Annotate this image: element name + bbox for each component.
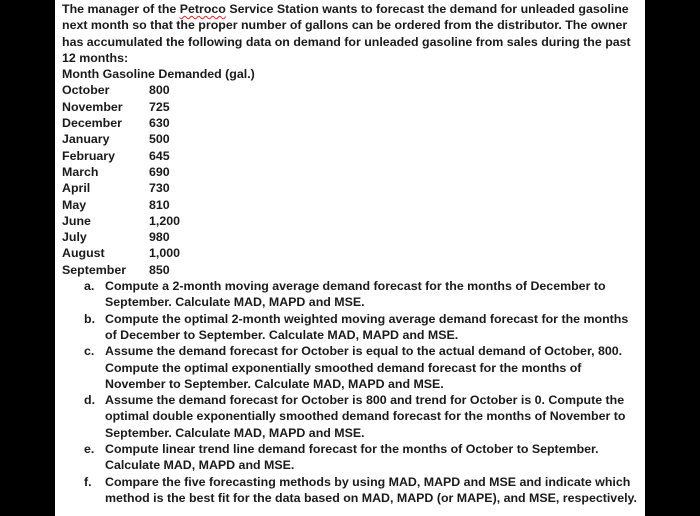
table-row xyxy=(62,164,642,180)
document-page xyxy=(55,0,645,516)
value-cell: 500 xyxy=(149,132,170,147)
question-text: Compute linear trend line demand forecast for the months of October to September. Calculate MAD, MAPD and MSE. xyxy=(105,442,599,473)
list-item xyxy=(62,343,642,392)
list-item xyxy=(62,474,642,507)
value-cell: 810 xyxy=(149,197,170,212)
month-cell: October xyxy=(62,83,110,98)
question-text: Assume the demand forecast for October is 800 and trend for October is 0. Compute the optimal double exponentially smoothed demand forecast for the months of November to September. Calculate MAD, MAPD and MSE. xyxy=(105,393,626,440)
table-row xyxy=(62,131,642,147)
table-row xyxy=(62,99,642,115)
list-item xyxy=(62,392,642,441)
month-cell: November xyxy=(62,99,123,114)
value-cell: 725 xyxy=(149,99,170,114)
table-row xyxy=(62,148,642,164)
question-text: Compute a 2-month moving average demand forecast for the months of December to September. Calculate MAD, MAPD and MSE. xyxy=(105,279,606,310)
month-cell: January xyxy=(62,132,110,147)
value-cell: 800 xyxy=(149,83,170,98)
value-cell: 690 xyxy=(149,164,170,179)
month-cell: April xyxy=(62,181,91,196)
value-cell: 730 xyxy=(149,181,170,196)
intro-paragraph xyxy=(62,1,642,66)
table-row xyxy=(62,180,642,196)
table-row xyxy=(62,197,642,213)
intro-after: Service Station wants to forecast the demand for unleaded gasoline next month so that the proper number of gallons can be ordered from the distributor. The owner has accumulated the following data on demand for unleaded gasoline from sales during the past 12 months: xyxy=(62,2,631,65)
station-name: Petroco xyxy=(179,2,226,16)
value-cell: 1,000 xyxy=(149,246,181,261)
table-header: Month Gasoline Demanded (gal.) xyxy=(62,67,255,82)
question-text: Compute the optimal 2-month weighted moving average demand forecast for the months of December to September. Calculate MAD, MAPD and MSE. xyxy=(105,311,629,342)
question-letter: d. xyxy=(84,393,96,408)
question-letter: f. xyxy=(84,474,92,489)
month-cell: February xyxy=(62,148,116,163)
question-letter: b. xyxy=(84,311,96,326)
table-row xyxy=(62,262,642,278)
question-letter: a. xyxy=(84,279,95,294)
document-content xyxy=(62,1,642,506)
month-cell: December xyxy=(62,116,122,131)
value-cell: 1,200 xyxy=(149,213,181,228)
value-cell: 980 xyxy=(149,230,170,245)
table-row xyxy=(62,245,642,261)
table-row xyxy=(62,229,642,245)
question-letter: e. xyxy=(84,442,95,457)
question-text: Assume the demand forecast for October is equal to the actual demand of October, 800. Compute the optimal exponentially smoothed demand forecast for the months of November to September. Calculate MAD, MAPD and MSE. xyxy=(105,344,623,391)
month-cell: March xyxy=(62,164,99,179)
list-item xyxy=(62,441,642,474)
value-cell: 630 xyxy=(149,116,170,131)
question-list xyxy=(62,278,642,506)
intro-before: The manager of the xyxy=(62,2,180,16)
table-row xyxy=(62,82,642,98)
list-item xyxy=(62,311,642,344)
demand-table xyxy=(62,82,642,278)
month-cell: July xyxy=(62,230,87,245)
question-letter: c. xyxy=(84,344,95,359)
month-cell: June xyxy=(62,213,91,228)
question-text: Compare the five forecasting methods by using MAD, MAPD and MSE and indicate which method is the best fit for the data based on MAD, MAPD (or MAPE), and MSE, respectively. xyxy=(105,474,637,505)
month-cell: August xyxy=(62,246,105,261)
table-row xyxy=(62,115,642,131)
value-cell: 645 xyxy=(149,148,170,163)
list-item xyxy=(62,278,642,311)
value-cell: 850 xyxy=(149,262,170,277)
month-cell: September xyxy=(62,262,127,277)
month-cell: May xyxy=(62,197,87,212)
table-row xyxy=(62,213,642,229)
